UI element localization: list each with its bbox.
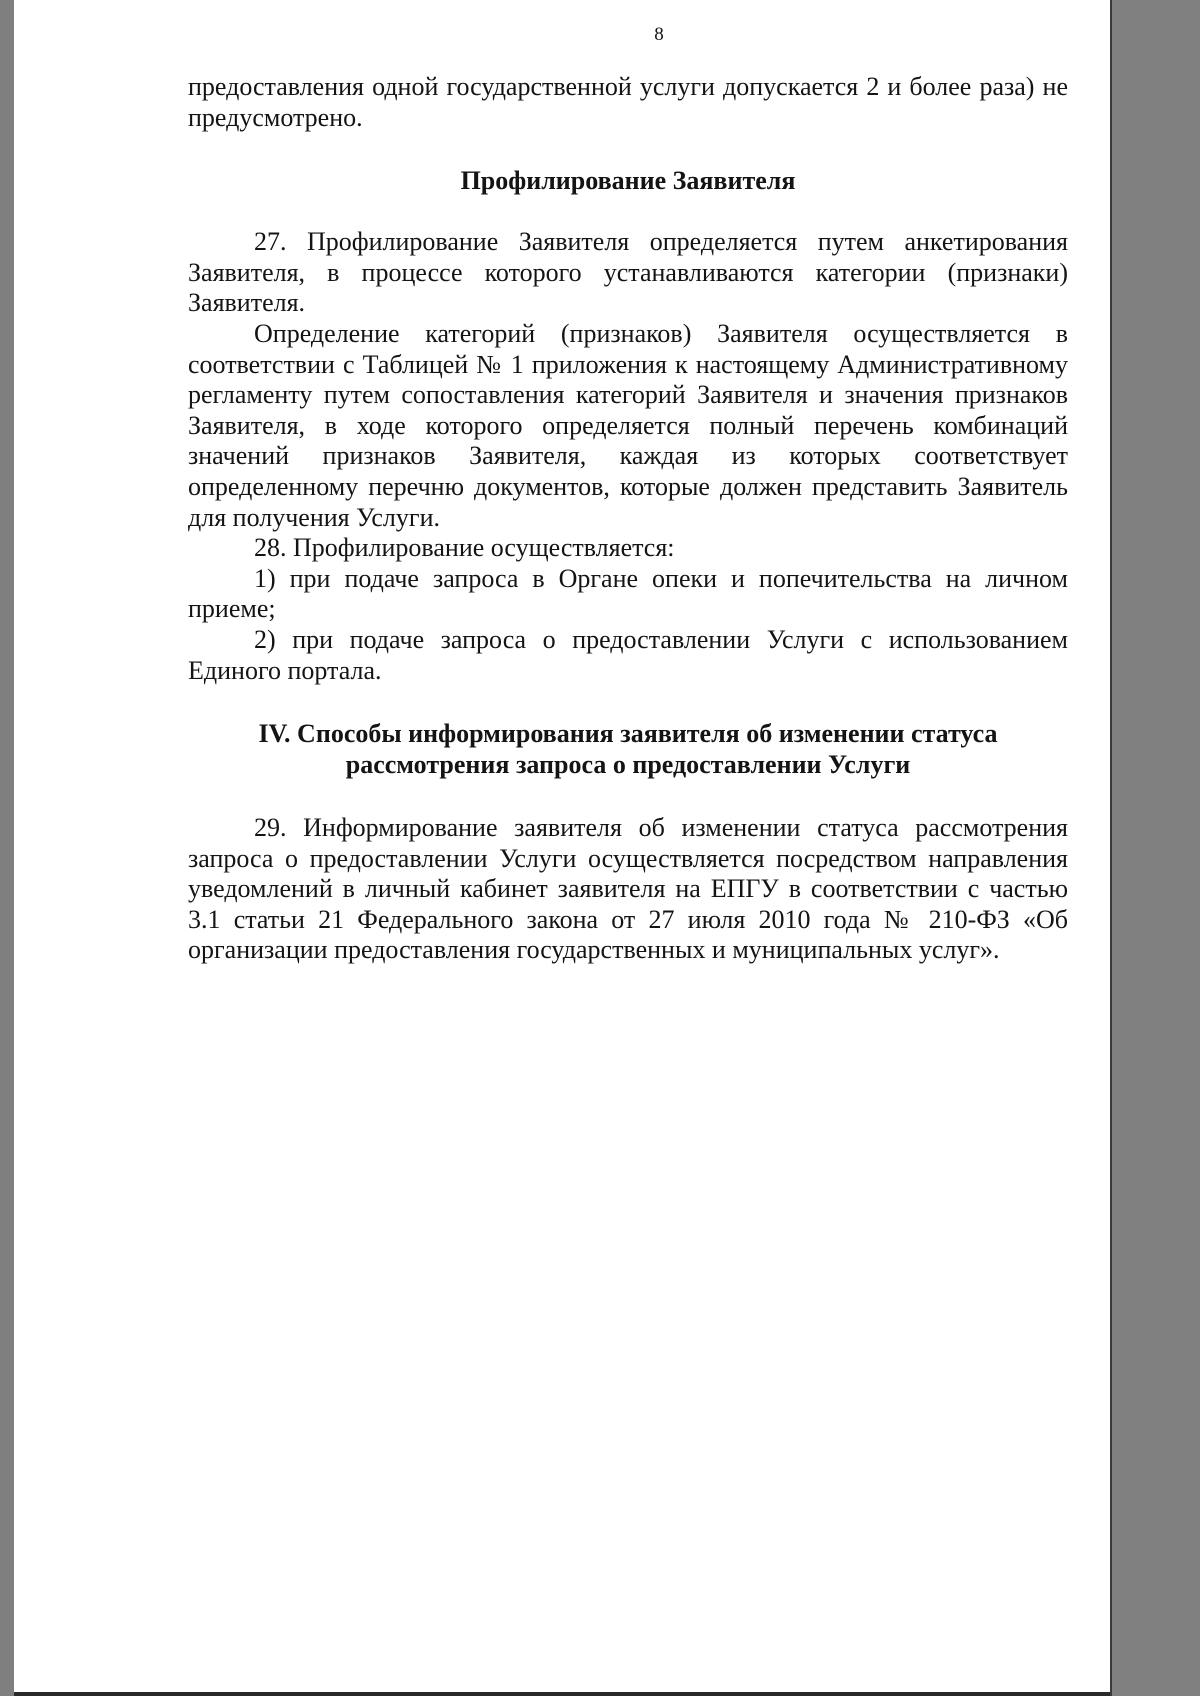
paragraph-29: 29. Информирование заявителя об изменении статуса рассмотрения запроса о предоставлении Услуги осуществляется посредством направления уведомлений в личный кабинет заявителя на ЕПГУ в соответствии с частью 3.1 статьи 21 Федерального закона от 27 июля 2010 года № 210-ФЗ «Об организации предоставления государственных и муниципальных услуг». — [188, 813, 1068, 965]
scan-page-edge — [1110, 0, 1112, 1696]
section-heading-iv-line-1: IV. Способы информирования заявителя об изменении статуса — [258, 719, 998, 749]
scan-border-right — [1112, 0, 1200, 1696]
document-body — [188, 72, 1068, 966]
scan-border-left — [0, 0, 14, 1696]
paragraph-28: 28. Профилирование осуществляется: — [254, 533, 675, 563]
paragraph-28-item-2: 2) при подаче запроса о предоставлении Услуги с использованием Единого портала. — [188, 624, 1068, 685]
paragraph-28-item-1: 1) при подаче запроса в Органе опеки и попечительства на личном приеме; — [188, 563, 1068, 624]
paragraph-27: 27. Профилирование Заявителя определяется путем анкетирования Заявителя, в процессе которого устанавливаются категории (признаки) Заявителя. — [188, 227, 1068, 318]
intro-paragraph: предоставления одной государственной услуги допускается 2 и более раза) не предусмотрено. — [188, 72, 1068, 132]
section-heading-profiling: Профилирование Заявителя — [460, 166, 796, 196]
page-number: 8 — [654, 24, 664, 45]
document-page — [14, 0, 1110, 1692]
section-heading-iv-line-2: рассмотрения запроса о предоставлении Услуги — [345, 750, 911, 780]
paragraph-27-definition: Определение категорий (признаков) Заявителя осуществляется в соответствии с Таблицей № 1 приложения к настоящему Административному регламенту путем сопоставления категорий Заявителя и значения признаков Заявителя, в ходе которого определяется полный перечень комбинаций значений признаков Заявителя, каждая из которых соответствует определенному перечню документов, которые должен представить Заявитель для получения Услуги. — [188, 318, 1068, 532]
section-heading-iv — [188, 718, 1068, 780]
scan-border-bottom — [14, 1692, 1110, 1696]
